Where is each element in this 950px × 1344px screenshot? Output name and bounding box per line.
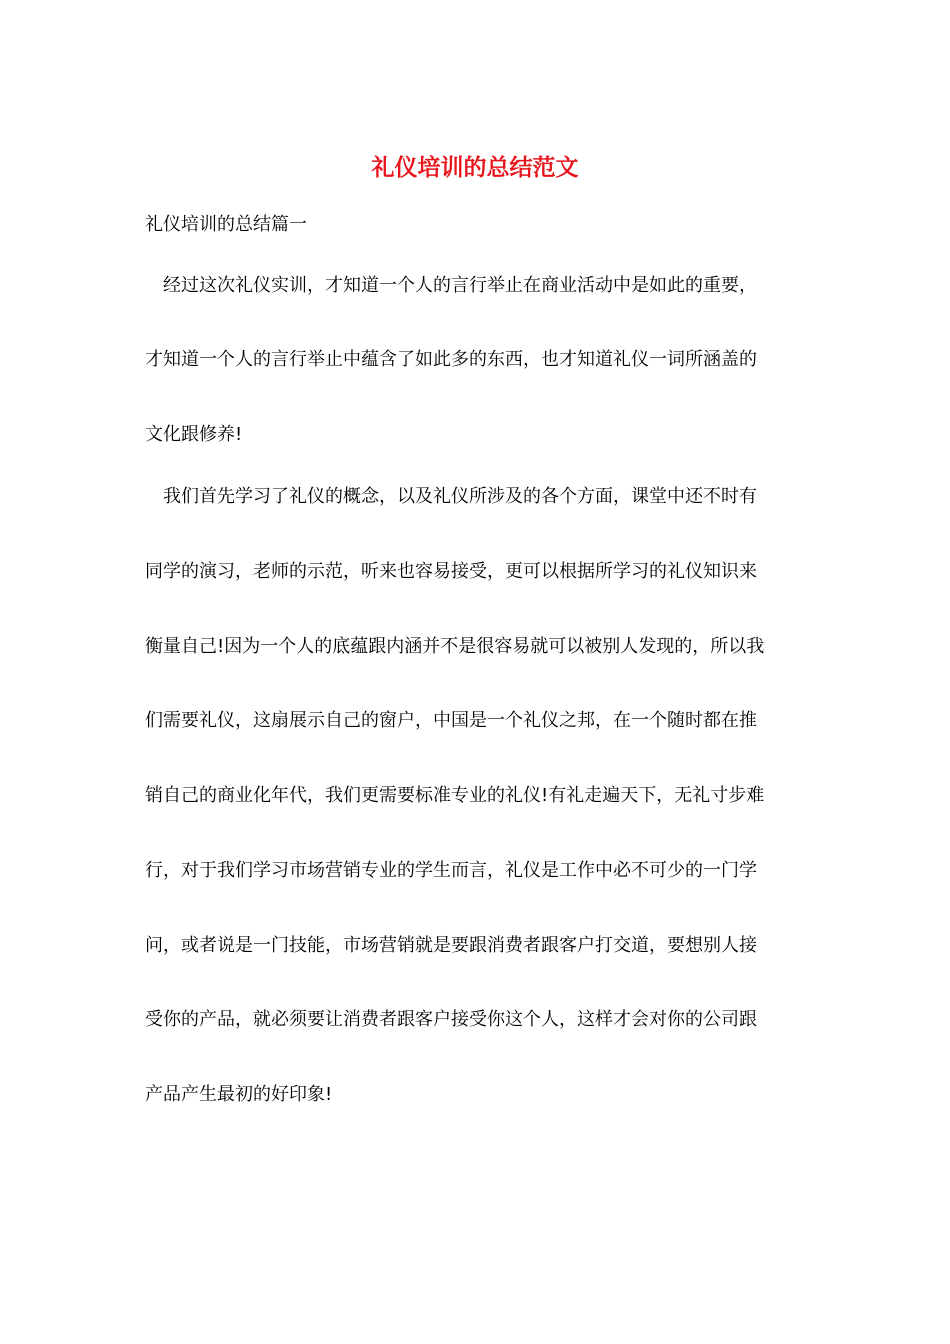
paragraph-line: 销自己的商业化年代，我们更需要标准专业的礼仪!有礼走遍天下，无礼寸步难 (145, 785, 765, 806)
section-heading: 礼仪培训的总结篇一 (145, 214, 307, 235)
document-title: 礼仪培训的总结范文 (371, 154, 579, 181)
paragraph-line: 受你的产品，就必须要让消费者跟客户接受你这个人，这样才会对你的公司跟 (145, 1009, 757, 1030)
paragraph-line: 我们首先学习了礼仪的概念，以及礼仪所涉及的各个方面，课堂中还不时有 (163, 486, 757, 507)
paragraph-line: 文化跟修养! (145, 424, 243, 445)
paragraph-line: 才知道一个人的言行举止中蕴含了如此多的东西，也才知道礼仪一词所涵盖的 (145, 349, 757, 370)
paragraph-line: 问，或者说是一门技能，市场营销就是要跟消费者跟客户打交道，要想别人接 (145, 935, 757, 956)
paragraph-line: 们需要礼仪，这扇展示自己的窗户，中国是一个礼仪之邦，在一个随时都在推 (145, 710, 757, 731)
paragraph-line: 经过这次礼仪实训，才知道一个人的言行举止在商业活动中是如此的重要， (163, 275, 757, 296)
paragraph-line: 行，对于我们学习市场营销专业的学生而言，礼仪是工作中必不可少的一门学 (145, 860, 757, 881)
paragraph-line: 衡量自己!因为一个人的底蕴跟内涵并不是很容易就可以被别人发现的，所以我 (145, 636, 765, 657)
paragraph-line: 产品产生最初的好印象! (145, 1084, 333, 1105)
paragraph-line: 同学的演习，老师的示范，听来也容易接受，更可以根据所学习的礼仪知识来 (145, 561, 757, 582)
